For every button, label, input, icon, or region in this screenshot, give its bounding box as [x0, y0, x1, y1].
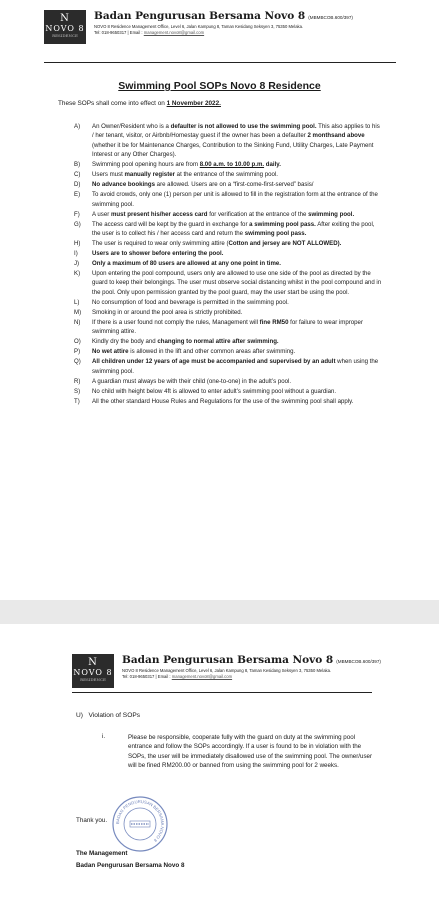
sop-rule-text: A guardian must always be with their child (one-to-one) in the adult’s pool. [92, 377, 292, 385]
sop-rule-text: To avoid crowds, only one (1) person per unit is allowed to fill in the registration form at the entrance of the swimming pool. [92, 191, 378, 208]
sop-rule-key: D) [74, 181, 81, 189]
sop-rule-text: Swimming pool opening hours are from 8.00 a.m. to 10.00 p.m. daily. [92, 161, 281, 169]
sop-rule [74, 220, 382, 239]
signoff: The Management [76, 850, 128, 857]
sop-rule-text: All children under 12 years of age must be accompanied and supervised by an adult when using the swimming pool. [92, 358, 379, 375]
sop-rule-text: Upon entering the pool compound, users only are allowed to use one side of the pool as directed by the guard to keep their belongings. The user must observe social distancing whilst in the pool compound and in the pool. Only upon permission granted by the pool guard, may the user start be using the pool. [92, 270, 382, 296]
sop-rule [74, 249, 382, 258]
sop-rule-text: An Owner/Resident who is a defaulter is not allowed to use the swimming pool. This also applies to his / her tenant, visitor, or Airbnb/Homestay guest if the owner has been a defaulter 2 monthsand above (whether it be for Maintenance Charges, Contribution to the Sinking Fund, Utility Charges, Late Payment Interest or any Other Charges). [92, 123, 380, 159]
sop-rule-text: Only a maximum of 80 users are allowed at any one point in time. [92, 260, 281, 268]
sop-rule-list [74, 122, 382, 407]
closing-thanks: Thank you. [76, 817, 108, 824]
email-link[interactable]: management.novo8@gmail.com [143, 30, 205, 35]
sop-rule [74, 210, 382, 219]
registration-number: (MBMBCOB.600/397) [308, 15, 353, 20]
sop-rule-key: L) [74, 298, 80, 306]
org-address: NOVO 8 Residence Management Office, Level 6, Jalan Kampung 8, Taman Kesidang Seksyen 3, 75350 Melaka. [122, 668, 332, 673]
sop-rule [74, 357, 382, 376]
sop-rule-text: All the other standard House Rules and Regulations for the use of the swimming pool shall apply. [92, 397, 354, 405]
sop-rule-text: Users are to shower before entering the pool. [92, 250, 224, 258]
sop-rule-key: F) [74, 210, 80, 218]
sop-rule-text: A user must present his/her access card for verification at the entrance of the swimming pool. [92, 210, 355, 218]
org-name: Badan Pengurusan Bersama Novo 8 (MBMBCOB.600/397) [122, 654, 381, 666]
sop-rule-text: Smoking in or around the pool area is strictly prohibited. [92, 308, 243, 316]
sop-rule-key: P) [74, 348, 81, 356]
sop-rule [74, 298, 382, 307]
official-stamp [111, 795, 169, 853]
sop-rule [74, 318, 382, 337]
sop-rule [74, 269, 382, 297]
sop-rule [74, 190, 382, 209]
sop-rule [74, 160, 382, 169]
sop-rule-key: T) [74, 397, 80, 405]
letterhead-divider [44, 62, 396, 63]
letterhead-page-2 [72, 654, 432, 690]
sop-rule-key: O) [74, 338, 81, 346]
sop-rule [74, 239, 382, 248]
sop-rule [74, 377, 382, 386]
letterhead-divider [72, 692, 372, 693]
sop-rule-key: A) [74, 123, 81, 130]
effective-date-note: These SOPs shall come into effect on 1 November 2022. [58, 100, 221, 107]
org-contact: Tel: 018-9650317 | Email : management.novo8@gmail.com [94, 30, 205, 35]
org-name: Badan Pengurusan Bersama Novo 8 (MBMBCOB.600/397) [94, 10, 353, 22]
sop-rule-key: R) [74, 377, 81, 385]
sop-rule [74, 387, 382, 396]
violation-paragraph: Please be responsible, cooperate fully with the guard on duty at the swimming pool entrance and follow the SOPs accordingly. If a user is found to be in violation with the SOPs, the user will be immediately disallowed use of the swimming pool. The owner/user will be fined RM200.00 or banned from using the swimming pool for 2 weeks. [128, 734, 373, 770]
sop-rule-key: E) [74, 191, 81, 199]
sop-rule [74, 122, 382, 160]
sop-rule-text: No child with height below 4ft is allowed to enter adult’s swimming pool without a guardian. [92, 387, 337, 395]
svg-text:BADAN PENGURUSAN BERSAMA NOVO: BADAN PENGURUSAN BERSAMA NOVO 8 [114, 798, 166, 844]
sop-rule-text: The user is required to wear only swimming attire (Cotton and jersey are NOT ALLOWED). [92, 240, 342, 248]
letterhead [44, 10, 404, 46]
registration-number: (MBMBCOB.600/397) [336, 659, 381, 664]
sop-rule-text: No advance bookings are allowed. Users are on a “first-come-first-served” basis/ [92, 181, 314, 189]
signoff-organization: Badan Pengurusan Bersama Novo 8 [76, 862, 185, 869]
org-address: NOVO 8 Residence Management Office, Level 6, Jalan Kampung 8, Taman Kesidang Seksyen 3, 75350 Melaka. [94, 24, 304, 29]
sop-rule [74, 397, 382, 406]
sop-rule [74, 337, 382, 346]
sop-rule-key: C) [74, 171, 81, 179]
page-title: Swimming Pool SOPs Novo 8 Residence [118, 80, 321, 92]
sop-rule [74, 259, 382, 268]
sop-rule-key: G) [74, 220, 81, 228]
sop-rule [74, 347, 382, 356]
novo8-logo: N NOVO 8 RESIDENCE [72, 654, 114, 688]
email-link[interactable]: management.novo8@gmail.com [171, 674, 233, 679]
sop-rule-text: The access card will be kept by the guard in exchange for a swimming pool pass. After exiting the pool, the user is to collect his / her access card and return the swimming pool pass. [92, 220, 375, 238]
sop-rule-key: Q) [74, 358, 81, 366]
novo8-logo: N NOVO 8 RESIDENCE [44, 10, 86, 44]
sop-rule-text: Users must manually register at the entrance of the swimming pool. [92, 171, 278, 179]
sop-rule-key: B) [74, 161, 81, 169]
sop-rule-key: N) [74, 318, 81, 326]
sop-rule [74, 308, 382, 317]
sop-rule-key: J) [74, 260, 80, 268]
sop-rule-key: M) [74, 308, 82, 316]
sop-rule-text: If there is a user found not comply the rules, Management will fine RM50 for failure to wear improper swimming attire. [92, 318, 363, 336]
org-contact: Tel: 018-9650317 | Email : management.novo8@gmail.com [122, 674, 233, 679]
sop-rule-key: H) [74, 240, 81, 248]
violation-section-heading: U) Violation of SOPs [76, 712, 141, 719]
sop-rule-text: No consumption of food and beverage is permitted in the swimming pool. [92, 298, 289, 306]
sop-rule-key: K) [74, 270, 81, 278]
sop-rule [74, 170, 382, 179]
sop-rule [74, 180, 382, 189]
violation-item-number: i. [102, 733, 106, 740]
sop-rule-text: No wet attire is allowed in the lift and other common areas after swimming. [92, 348, 296, 356]
sop-rule-key: S) [74, 387, 81, 395]
effective-date: 1 November 2022. [166, 100, 221, 107]
sop-rule-text: Kindly dry the body and changing to normal attire after swimming. [92, 338, 279, 346]
sop-rule-key: I) [74, 250, 78, 258]
